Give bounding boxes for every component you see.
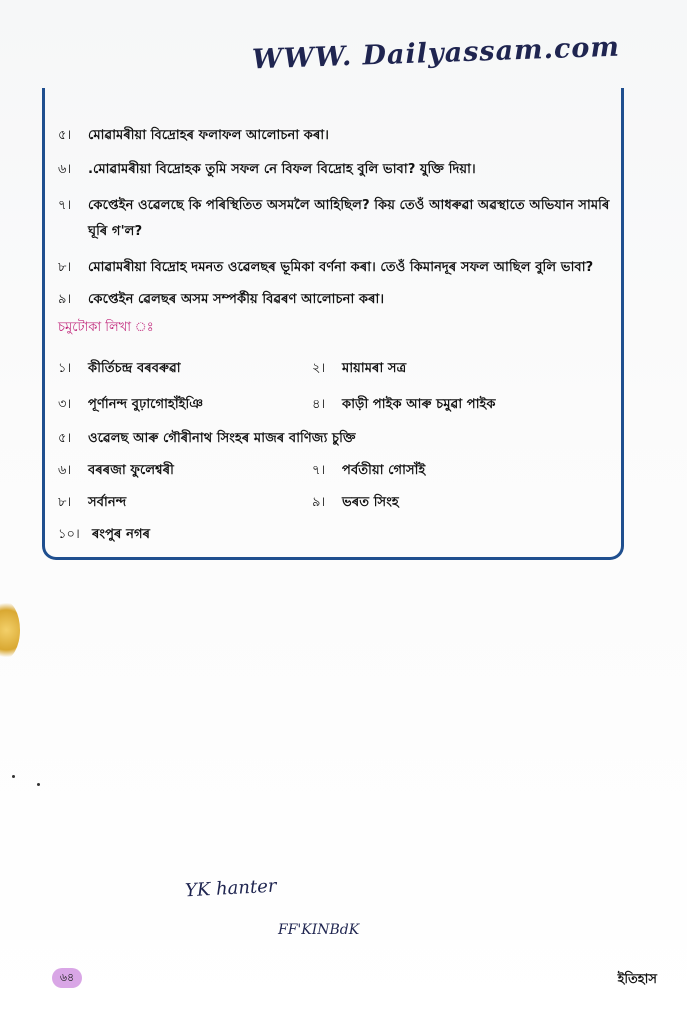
item-text: বৰৰজা ফুলেশ্বৰী xyxy=(88,463,174,478)
page-number-badge: ৬৪ xyxy=(52,968,82,988)
item-number: ৮। xyxy=(58,495,72,510)
item-text: ওৱেলছ আৰু গৌৰীনাথ সিংহৰ মাজৰ বাণিজ্য চুক্তি xyxy=(88,431,356,446)
question-continuation xyxy=(88,220,142,244)
question-text: কেপ্তেইন ওৱেলছে কি পৰিস্থিতিত অসমলৈ আহিছিল? কিয় তেওঁ আধৰুৱা অৱস্থাতে অভিযান সামৰি xyxy=(88,198,610,213)
question-item xyxy=(58,256,593,280)
question-number: ৫। xyxy=(58,128,72,143)
question-text: মোৱামৰীয়া বিদ্ৰোহ দমনত ওৱেলছৰ ভূমিকা বৰ্ণনা কৰা। তেওঁ কিমানদূৰ সফল আছিল বুলি ভাবা? xyxy=(88,260,594,275)
item-text: কাড়ী পাইক আৰু চমুৱা পাইক xyxy=(342,397,496,412)
item-text: কীৰ্তিচন্দ্ৰ বৰবৰুৱা xyxy=(88,361,181,376)
question-text: কেপ্তেইন ৱেলছৰ অসম সম্পৰ্কীয় বিৱৰণ আলোচনা কৰা। xyxy=(88,292,385,307)
short-note-item xyxy=(312,460,425,482)
short-note-item xyxy=(312,492,399,514)
subject-label: ইতিহাস xyxy=(617,972,657,987)
question-text: ঘূৰি গ'ল? xyxy=(88,224,143,239)
question-item xyxy=(58,288,384,312)
short-note-item xyxy=(58,492,126,514)
item-text: পূৰ্ণানন্দ বুঢ়াগোহাঁইঞি xyxy=(88,397,204,412)
question-number: ৭। xyxy=(58,198,72,213)
question-item xyxy=(58,194,609,218)
section-heading: চমুটোকা লিখা ঃ xyxy=(58,320,154,335)
short-note-item xyxy=(58,358,181,380)
item-text: ভৰত সিংহ xyxy=(342,495,399,510)
item-number: ৬। xyxy=(58,463,72,478)
item-number: ১। xyxy=(58,361,72,376)
ink-dot xyxy=(12,775,15,778)
item-number: ৫। xyxy=(58,431,72,446)
item-text: ৰংপুৰ নগৰ xyxy=(92,527,151,542)
item-number: ১০। xyxy=(58,527,80,542)
item-number: ২। xyxy=(312,361,326,376)
short-note-item xyxy=(58,460,174,482)
short-note-item xyxy=(312,358,406,380)
item-number: ৭। xyxy=(312,463,326,478)
short-note-item xyxy=(58,524,150,546)
ink-dot xyxy=(37,783,40,786)
question-text: .মোৱামৰীয়া বিদ্ৰোহক তুমি সফল নে বিফল বিদ্ৰোহ বুলি ভাবা? যুক্তি দিয়া। xyxy=(88,162,476,177)
item-number: ৯। xyxy=(312,495,326,510)
item-text: সৰ্বানন্দ xyxy=(88,495,127,510)
handwritten-watermark: WWW. Dailyassam.com xyxy=(251,31,621,76)
question-item xyxy=(58,158,476,182)
item-text: পৰ্বতীয়া গোসাঁই xyxy=(342,463,426,478)
short-note-item xyxy=(58,428,356,450)
question-item xyxy=(58,124,329,148)
item-text: মায়ামৰা সত্ৰ xyxy=(342,361,407,376)
handwritten-note: FF'KINBdK xyxy=(278,922,360,938)
handwritten-note: YK hanter xyxy=(184,875,277,902)
item-number: ৩। xyxy=(58,397,72,412)
page-edge-stain xyxy=(0,600,20,660)
question-number: ৮। xyxy=(58,260,72,275)
short-note-item xyxy=(58,394,203,416)
item-number: ৪। xyxy=(312,397,326,412)
question-text: মোৱামৰীয়া বিদ্ৰোহৰ ফলাফল আলোচনা কৰা। xyxy=(88,128,329,143)
question-number: ৬। xyxy=(58,162,72,177)
short-note-item xyxy=(312,394,496,416)
question-number: ৯। xyxy=(58,292,72,307)
